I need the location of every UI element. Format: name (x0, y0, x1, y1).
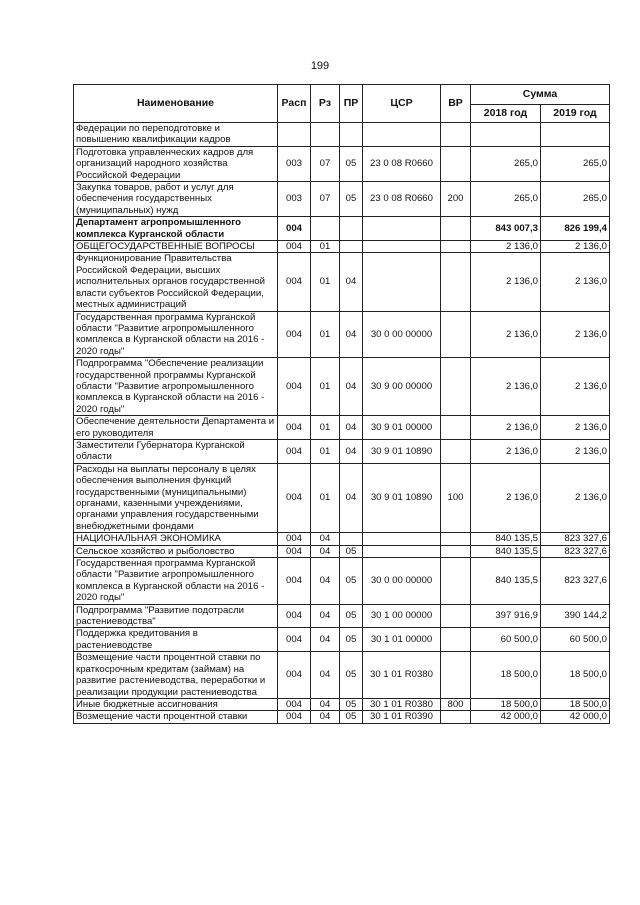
cell-csr: 30 9 01 00000 (363, 416, 441, 440)
cell-rasp: 004 (278, 558, 311, 605)
cell-sum-2018: 60 500,0 (471, 628, 541, 652)
cell-rasp: 004 (278, 358, 311, 416)
cell-rasp: 004 (278, 711, 311, 723)
cell-vr (441, 439, 471, 463)
cell-csr: 30 9 00 00000 (363, 358, 441, 416)
cell-pr: 05 (340, 558, 363, 605)
table-row (74, 545, 610, 557)
cell-vr (441, 253, 471, 311)
cell-pr: 05 (340, 146, 363, 181)
table-row (74, 182, 610, 217)
cell-sum-2019: 390 144,2 (541, 604, 610, 628)
cell-sum-2019: 823 327,6 (541, 533, 610, 545)
cell-vr (441, 533, 471, 545)
cell-sum-2018: 2 136,0 (471, 358, 541, 416)
cell-csr: 23 0 08 R0660 (363, 146, 441, 181)
table-row (74, 217, 610, 241)
cell-csr: 30 1 01 R0390 (363, 711, 441, 723)
cell-rasp: 004 (278, 439, 311, 463)
cell-vr (441, 311, 471, 358)
cell-sum-2018: 265,0 (471, 182, 541, 217)
cell-name: Федерации по переподготовке и повышению квалификации кадров (74, 123, 278, 147)
cell-sum-2018: 42 000,0 (471, 711, 541, 723)
cell-pr: 05 (340, 182, 363, 217)
cell-vr (441, 123, 471, 147)
cell-rasp: 004 (278, 253, 311, 311)
cell-name: Закупка товаров, работ и услуг для обеспечения государственных (муниципальных) нужд (74, 182, 278, 217)
cell-vr (441, 558, 471, 605)
cell-sum-2019: 823 327,6 (541, 558, 610, 605)
cell-pr (340, 217, 363, 241)
cell-rz (311, 217, 340, 241)
cell-sum-2018: 265,0 (471, 146, 541, 181)
cell-vr: 100 (441, 463, 471, 532)
cell-sum-2019: 60 500,0 (541, 628, 610, 652)
table-row (74, 123, 610, 147)
header-vr: ВР (441, 85, 471, 123)
cell-vr (441, 217, 471, 241)
cell-rasp (278, 123, 311, 147)
table-row (74, 698, 610, 710)
cell-sum-2018: 2 136,0 (471, 253, 541, 311)
cell-sum-2018: 397 916,9 (471, 604, 541, 628)
cell-sum-2019: 2 136,0 (541, 241, 610, 253)
cell-rasp: 004 (278, 545, 311, 557)
table-row (74, 711, 610, 723)
table-row (74, 358, 610, 416)
cell-pr: 05 (340, 698, 363, 710)
cell-rasp: 004 (278, 241, 311, 253)
cell-name: Иные бюджетные ассигнования (74, 698, 278, 710)
cell-rz: 01 (311, 358, 340, 416)
header-year-2018: 2018 год (471, 105, 541, 123)
cell-vr (441, 711, 471, 723)
cell-csr: 30 1 00 00000 (363, 604, 441, 628)
cell-sum-2018: 2 136,0 (471, 241, 541, 253)
cell-sum-2019: 2 136,0 (541, 463, 610, 532)
cell-rasp: 004 (278, 311, 311, 358)
cell-rz: 04 (311, 698, 340, 710)
cell-rz: 07 (311, 182, 340, 217)
cell-vr: 200 (441, 182, 471, 217)
cell-sum-2019 (541, 123, 610, 147)
table-row (74, 463, 610, 532)
cell-name: ОБЩЕГОСУДАРСТВЕННЫЕ ВОПРОСЫ (74, 241, 278, 253)
header-row (74, 85, 610, 105)
budget-table (73, 84, 610, 724)
cell-rz: 04 (311, 652, 340, 699)
header-csr: ЦСР (363, 85, 441, 123)
cell-pr: 05 (340, 652, 363, 699)
table-row (74, 558, 610, 605)
cell-name: Сельское хозяйство и рыболовство (74, 545, 278, 557)
cell-sum-2019: 2 136,0 (541, 311, 610, 358)
cell-sum-2019: 826 199,4 (541, 217, 610, 241)
header-rz: Рз (311, 85, 340, 123)
cell-rasp: 004 (278, 533, 311, 545)
cell-sum-2018: 840 135,5 (471, 533, 541, 545)
cell-vr (441, 652, 471, 699)
cell-sum-2019: 18 500,0 (541, 652, 610, 699)
cell-name: Функционирование Правительства Российской Федерации, высших исполнительных органов государственной власти субъектов Российской Федерации, местных администраций (74, 253, 278, 311)
cell-name: Поддержка кредитования в растениеводстве (74, 628, 278, 652)
cell-name: Заместители Губернатора Курганской области (74, 439, 278, 463)
cell-csr: 30 1 01 R0380 (363, 698, 441, 710)
cell-csr (363, 123, 441, 147)
cell-rasp: 004 (278, 652, 311, 699)
cell-csr (363, 241, 441, 253)
header-sum: Сумма (471, 85, 610, 105)
cell-sum-2019: 2 136,0 (541, 439, 610, 463)
cell-pr: 04 (340, 358, 363, 416)
cell-rz: 01 (311, 241, 340, 253)
cell-csr (363, 533, 441, 545)
cell-sum-2018: 843 007,3 (471, 217, 541, 241)
cell-pr: 04 (340, 253, 363, 311)
cell-vr (441, 628, 471, 652)
cell-rz: 04 (311, 711, 340, 723)
cell-pr (340, 241, 363, 253)
cell-csr: 23 0 08 R0660 (363, 182, 441, 217)
table-row (74, 628, 610, 652)
cell-rz: 01 (311, 439, 340, 463)
cell-rz: 04 (311, 628, 340, 652)
cell-pr: 04 (340, 311, 363, 358)
cell-name: Возмещение части процентной ставки по краткосрочным кредитам (займам) на развитие растениеводства, переработки и реализации продукции растениеводства (74, 652, 278, 699)
cell-sum-2018: 18 500,0 (471, 698, 541, 710)
cell-name: Расходы на выплаты персоналу в целях обеспечения выполнения функций государственными (муниципальными) органами, казенными учреждениями, органами управления государственными внебюджетными фондами (74, 463, 278, 532)
cell-rasp: 003 (278, 146, 311, 181)
cell-rz: 01 (311, 253, 340, 311)
header-name: Наименование (74, 85, 278, 123)
cell-rz: 04 (311, 604, 340, 628)
cell-vr (441, 358, 471, 416)
cell-name: Департамент агропромышленного комплекса Курганской области (74, 217, 278, 241)
cell-csr: 30 9 01 10890 (363, 463, 441, 532)
cell-pr: 05 (340, 628, 363, 652)
cell-name: Государственная программа Курганской области "Развитие агропромышленного комплекса в Курганской области на 2016 - 2020 годы" (74, 558, 278, 605)
cell-rasp: 003 (278, 182, 311, 217)
table-row (74, 604, 610, 628)
cell-pr: 04 (340, 439, 363, 463)
cell-name: Подпрограмма "Развитие подотрасли растениеводства" (74, 604, 278, 628)
cell-vr (441, 241, 471, 253)
cell-pr (340, 123, 363, 147)
cell-csr (363, 217, 441, 241)
cell-sum-2019: 18 500,0 (541, 698, 610, 710)
cell-name: НАЦИОНАЛЬНАЯ ЭКОНОМИКА (74, 533, 278, 545)
table-row (74, 652, 610, 699)
cell-csr: 30 9 01 10890 (363, 439, 441, 463)
table-row (74, 439, 610, 463)
cell-vr (441, 604, 471, 628)
cell-name: Подпрограмма "Обеспечение реализации государственной программы Курганской области "Развитие агропромышленного комплекса в Курганской области на 2016 - 2020 годы" (74, 358, 278, 416)
header-pr: ПР (340, 85, 363, 123)
cell-name: Обеспечение деятельности Департамента и его руководителя (74, 416, 278, 440)
cell-pr: 05 (340, 711, 363, 723)
cell-rz: 01 (311, 463, 340, 532)
table-row (74, 416, 610, 440)
cell-sum-2018: 2 136,0 (471, 463, 541, 532)
table-row (74, 146, 610, 181)
cell-pr: 05 (340, 545, 363, 557)
cell-vr (441, 545, 471, 557)
header-rasp: Расп (278, 85, 311, 123)
cell-name: Подготовка управленческих кадров для организаций народного хозяйства Российской Федерации (74, 146, 278, 181)
cell-csr (363, 545, 441, 557)
cell-sum-2019: 823 327,6 (541, 545, 610, 557)
cell-rasp: 004 (278, 217, 311, 241)
cell-sum-2019: 2 136,0 (541, 253, 610, 311)
cell-vr (441, 146, 471, 181)
cell-sum-2018: 840 135,5 (471, 558, 541, 605)
cell-rasp: 004 (278, 463, 311, 532)
table-row (74, 253, 610, 311)
cell-sum-2018: 2 136,0 (471, 439, 541, 463)
cell-vr (441, 416, 471, 440)
cell-sum-2019: 265,0 (541, 182, 610, 217)
cell-sum-2018 (471, 123, 541, 147)
page-number: 199 (310, 60, 330, 72)
cell-sum-2018: 840 135,5 (471, 545, 541, 557)
cell-sum-2018: 2 136,0 (471, 416, 541, 440)
cell-rasp: 004 (278, 698, 311, 710)
cell-pr: 05 (340, 604, 363, 628)
table-row (74, 311, 610, 358)
cell-rz (311, 123, 340, 147)
cell-csr: 30 1 01 R0380 (363, 652, 441, 699)
table-body (74, 123, 610, 724)
cell-csr: 30 0 00 00000 (363, 558, 441, 605)
cell-rasp: 004 (278, 628, 311, 652)
cell-sum-2018: 18 500,0 (471, 652, 541, 699)
cell-sum-2019: 2 136,0 (541, 358, 610, 416)
cell-name: Государственная программа Курганской области "Развитие агропромышленного комплекса в Курганской области на 2016 - 2020 годы" (74, 311, 278, 358)
cell-csr: 30 0 00 00000 (363, 311, 441, 358)
cell-rz: 07 (311, 146, 340, 181)
table-row (74, 533, 610, 545)
cell-csr: 30 1 01 00000 (363, 628, 441, 652)
cell-sum-2018: 2 136,0 (471, 311, 541, 358)
cell-rz: 01 (311, 416, 340, 440)
cell-rz: 04 (311, 558, 340, 605)
cell-rz: 01 (311, 311, 340, 358)
cell-rasp: 004 (278, 416, 311, 440)
header-year-2019: 2019 год (541, 105, 610, 123)
cell-sum-2019: 265,0 (541, 146, 610, 181)
cell-name: Возмещение части процентной ставки (74, 711, 278, 723)
cell-pr (340, 533, 363, 545)
cell-rz: 04 (311, 545, 340, 557)
cell-pr: 04 (340, 416, 363, 440)
cell-sum-2019: 2 136,0 (541, 416, 610, 440)
cell-pr: 04 (340, 463, 363, 532)
cell-rz: 04 (311, 533, 340, 545)
cell-sum-2019: 42 000,0 (541, 711, 610, 723)
table-row (74, 241, 610, 253)
cell-csr (363, 253, 441, 311)
cell-vr: 800 (441, 698, 471, 710)
cell-rasp: 004 (278, 604, 311, 628)
